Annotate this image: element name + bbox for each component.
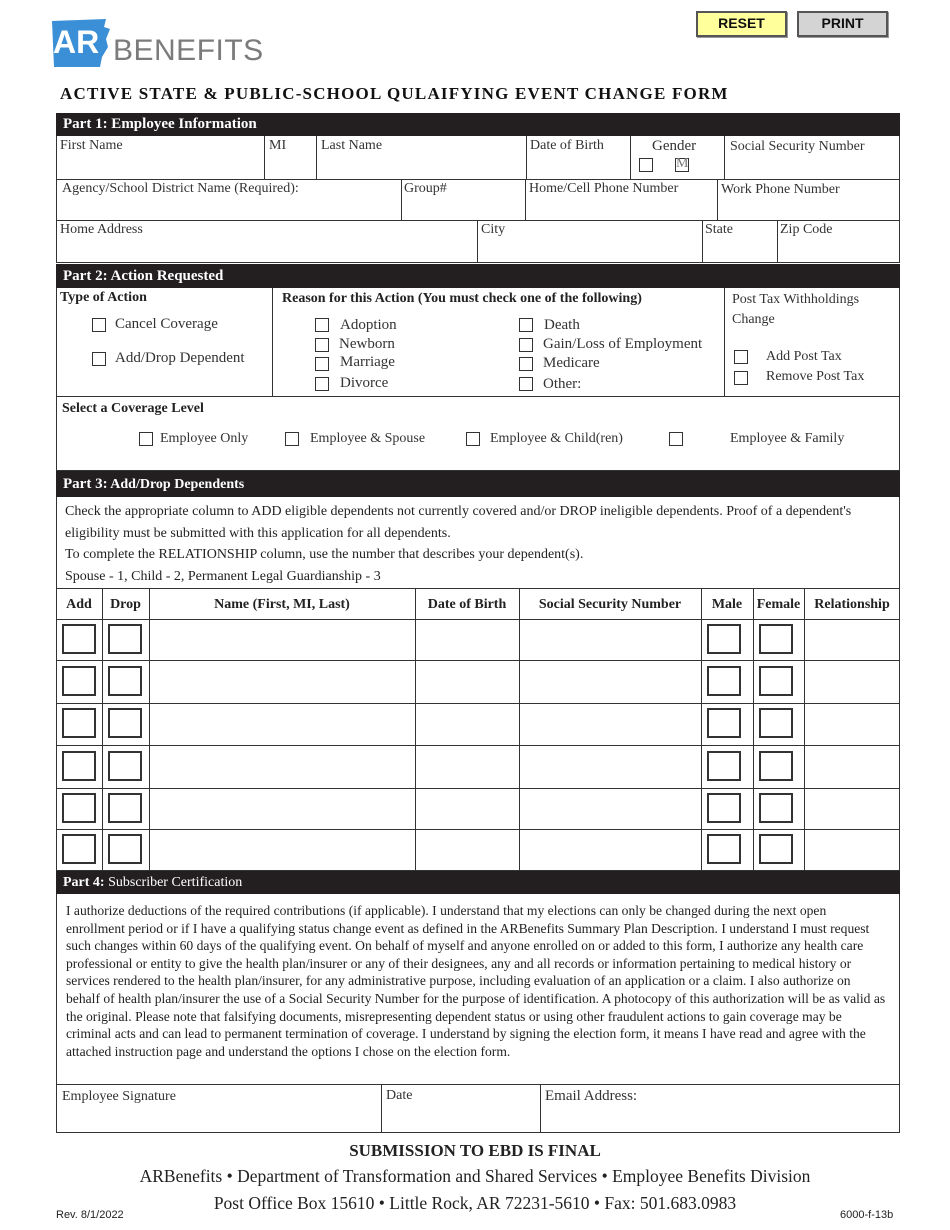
mi-label: MI xyxy=(269,138,287,153)
medicare-checkbox[interactable] xyxy=(519,357,533,371)
dependent-dob-input[interactable] xyxy=(416,704,518,744)
relationship-input[interactable] xyxy=(805,746,899,787)
zip-label: Zip Code xyxy=(780,222,833,237)
reason-title: Reason for this Action (You must check one of the following) xyxy=(282,291,642,306)
drop-checkbox[interactable] xyxy=(108,834,142,864)
relationship-column-header: Relationship xyxy=(814,597,890,612)
divorce-label: Divorce xyxy=(340,375,389,391)
female-checkbox[interactable] xyxy=(759,624,793,654)
group-input[interactable] xyxy=(402,198,524,219)
ssn-label: Social Security Number xyxy=(730,139,865,154)
gender-male-label: M xyxy=(676,156,689,171)
death-checkbox[interactable] xyxy=(519,318,533,332)
work-phone-input[interactable] xyxy=(718,198,899,219)
relationship-input[interactable] xyxy=(805,661,899,702)
gain-loss-employment-label: Gain/Loss of Employment xyxy=(543,336,703,352)
email-input[interactable] xyxy=(541,1106,899,1131)
dependent-name-input[interactable] xyxy=(150,661,414,702)
gain-loss-employment-checkbox[interactable] xyxy=(519,338,533,352)
signature-input[interactable] xyxy=(57,1106,380,1131)
add-drop-dependent-checkbox[interactable] xyxy=(92,352,106,366)
reset-button[interactable]: RESET xyxy=(696,11,787,37)
name-column-header: Name (First, MI, Last) xyxy=(214,597,350,612)
first-name-label: First Name xyxy=(60,138,123,153)
female-checkbox[interactable] xyxy=(759,834,793,864)
add-checkbox[interactable] xyxy=(62,624,96,654)
dependent-dob-input[interactable] xyxy=(416,789,518,828)
dependent-name-input[interactable] xyxy=(150,830,414,869)
part3-header: Part 3: Add/Drop Dependents xyxy=(56,471,900,497)
first-name-input[interactable] xyxy=(57,154,263,178)
female-checkbox[interactable] xyxy=(759,708,793,738)
part2-header: Part 2: Action Requested xyxy=(56,264,900,288)
employee-children-checkbox[interactable] xyxy=(466,432,480,446)
part4-header: Part 4: Subscriber Certification xyxy=(56,871,900,894)
add-checkbox[interactable] xyxy=(62,793,96,823)
type-of-action-title: Type of Action xyxy=(60,290,147,305)
add-checkbox[interactable] xyxy=(62,834,96,864)
group-label: Group# xyxy=(404,181,447,196)
last-name-label: Last Name xyxy=(321,138,383,153)
form-code: 6000-f-13b xyxy=(840,1209,894,1221)
city-input[interactable] xyxy=(478,239,701,261)
relationship-input[interactable] xyxy=(805,789,899,828)
newborn-checkbox[interactable] xyxy=(315,338,329,352)
male-column-header: Male xyxy=(711,597,743,612)
male-checkbox[interactable] xyxy=(707,834,741,864)
dependent-name-input[interactable] xyxy=(150,746,414,787)
agency-input[interactable] xyxy=(57,198,400,219)
last-name-input[interactable] xyxy=(317,154,525,178)
drop-checkbox[interactable] xyxy=(108,751,142,781)
gender-female-checkbox[interactable] xyxy=(639,158,653,172)
dependent-dob-input[interactable] xyxy=(416,661,518,702)
dependent-dob-input[interactable] xyxy=(416,620,518,659)
home-phone-label: Home/Cell Phone Number xyxy=(529,181,679,196)
other-checkbox[interactable] xyxy=(519,377,533,391)
female-column-header: Female xyxy=(756,597,801,612)
zip-input[interactable] xyxy=(778,239,899,261)
drop-checkbox[interactable] xyxy=(108,666,142,696)
logo-text: BENEFITS xyxy=(113,34,264,67)
female-checkbox[interactable] xyxy=(759,793,793,823)
gender-label: Gender xyxy=(652,138,697,154)
date-label: Date xyxy=(386,1088,413,1103)
dependent-ssn-input[interactable] xyxy=(520,746,700,787)
newborn-label: Newborn xyxy=(339,336,395,352)
footer-line-1: ARBenefits • Department of Transformation and Shared Services • Employee Benefits Division xyxy=(139,1166,811,1186)
male-checkbox[interactable] xyxy=(707,708,741,738)
ssn-column-header: Social Security Number xyxy=(538,597,682,612)
male-checkbox[interactable] xyxy=(707,793,741,823)
drop-checkbox[interactable] xyxy=(108,793,142,823)
relationship-input[interactable] xyxy=(805,830,899,869)
employee-spouse-label: Employee & Spouse xyxy=(310,431,426,446)
agency-label: Agency/School District Name (Required): xyxy=(62,181,299,196)
post-tax-title: Post Tax Withholdings Change xyxy=(732,292,860,327)
state-label: State xyxy=(705,222,733,237)
adoption-label: Adoption xyxy=(340,317,397,333)
email-label: Email Address: xyxy=(545,1088,638,1104)
print-button[interactable]: PRINT xyxy=(797,11,888,37)
add-checkbox[interactable] xyxy=(62,751,96,781)
add-post-tax-checkbox[interactable] xyxy=(734,350,748,364)
add-drop-dependent-label: Add/Drop Dependent xyxy=(115,350,245,366)
dependent-dob-input[interactable] xyxy=(416,830,518,869)
adoption-checkbox[interactable] xyxy=(315,318,329,332)
table-column-divider xyxy=(102,589,103,870)
dependent-ssn-input[interactable] xyxy=(520,789,700,828)
dependent-ssn-input[interactable] xyxy=(520,830,700,869)
cancel-coverage-label: Cancel Coverage xyxy=(115,316,218,332)
male-checkbox[interactable] xyxy=(707,751,741,781)
state-input[interactable] xyxy=(703,239,776,261)
part3-instructions-3: Spouse - 1, Child - 2, Permanent Legal Guardianship - 3 xyxy=(65,569,381,584)
employee-family-label: Employee & Family xyxy=(730,431,845,446)
dependent-dob-input[interactable] xyxy=(416,746,518,787)
relationship-input[interactable] xyxy=(805,620,899,659)
dob-label: Date of Birth xyxy=(530,138,604,153)
add-post-tax-label: Add Post Tax xyxy=(766,349,842,364)
marriage-label: Marriage xyxy=(340,354,395,370)
medicare-label: Medicare xyxy=(543,355,600,371)
divorce-checkbox[interactable] xyxy=(315,377,329,391)
remove-post-tax-label: Remove Post Tax xyxy=(766,369,865,384)
dependent-name-input[interactable] xyxy=(150,704,414,744)
drop-column-header: Drop xyxy=(110,597,141,612)
address-label: Home Address xyxy=(60,222,143,237)
footer-line-2: Post Office Box 15610 • Little Rock, AR 72231-5610 • Fax: 501.683.0983 xyxy=(213,1193,737,1213)
add-checkbox[interactable] xyxy=(62,666,96,696)
employee-spouse-checkbox[interactable] xyxy=(285,432,299,446)
dob-column-header: Date of Birth xyxy=(427,597,507,612)
employee-family-checkbox[interactable] xyxy=(669,432,683,446)
home-phone-input[interactable] xyxy=(526,198,716,219)
female-checkbox[interactable] xyxy=(759,751,793,781)
dependent-ssn-input[interactable] xyxy=(520,704,700,744)
employee-only-label: Employee Only xyxy=(160,431,249,446)
cancel-coverage-checkbox[interactable] xyxy=(92,318,106,332)
address-input[interactable] xyxy=(57,239,476,261)
coverage-level-title: Select a Coverage Level xyxy=(62,401,204,416)
dependent-name-input[interactable] xyxy=(150,620,414,659)
dependent-name-input[interactable] xyxy=(150,789,414,828)
table-column-divider xyxy=(701,589,702,870)
work-phone-label: Work Phone Number xyxy=(721,182,840,197)
drop-checkbox[interactable] xyxy=(108,624,142,654)
remove-post-tax-checkbox[interactable] xyxy=(734,371,748,385)
drop-checkbox[interactable] xyxy=(108,708,142,738)
employee-children-label: Employee & Child(ren) xyxy=(490,431,623,446)
revision-date: Rev. 8/1/2022 xyxy=(56,1209,124,1221)
dob-input[interactable] xyxy=(527,154,629,178)
part3-instructions-1: Check the appropriate column to ADD eligible dependents not currently covered and/or DROP ineligible dependents. Proof of a dependent's eligibility must be submitted with this application for all dependents. xyxy=(65,504,852,541)
part3-instructions-2: To complete the RELATIONSHIP column, use the number that describes your dependent(s). xyxy=(65,547,584,562)
death-label: Death xyxy=(544,317,580,333)
part1-header: Part 1: Employee Information xyxy=(56,113,900,136)
male-checkbox[interactable] xyxy=(707,624,741,654)
certification-text: I authorize deductions of the required contributions (if applicable). I understand that my elections can only be changed during the next open enrollment period or if I have a qualifying status change event as defined in the ARBenefits Summary Plan Description. I understand I must request such changes within 60 days of the qualifying event. On behalf of myself and anyone enrolled on or added to this form, I authorize any health care professional or entity to give the health plan/insurer or any of their designees, any and all records or information pertaining to medical history or services rendered to the health plan/insurer, for any administrative purpose, including evaluation of an application or a claim. I also authorize on behalf of health plan/insurer the use of a Social Security Number for the purpose of identification. A photocopy of this authorization will be as valid as the original. Please note that falsifying documents, misrepresenting dependent status or using other fraudulent actions to gain coverage may be criminal acts and can lead to permanent termination of coverage. I understand by signing the election form, it means I have read and agree with the attached instruction page and understand the options I chose on the election form. xyxy=(66,903,886,1059)
city-label: City xyxy=(481,222,506,237)
relationship-input[interactable] xyxy=(805,704,899,744)
dependent-ssn-input[interactable] xyxy=(520,620,700,659)
other-label: Other: xyxy=(543,376,582,392)
marriage-checkbox[interactable] xyxy=(315,357,329,371)
add-checkbox[interactable] xyxy=(62,708,96,738)
form-title: ACTIVE STATE & PUBLIC-SCHOOL QULAIFYING EVENT CHANGE FORM xyxy=(60,84,729,103)
mi-input[interactable] xyxy=(265,154,315,178)
table-column-divider xyxy=(753,589,754,870)
add-column-header: Add xyxy=(66,597,92,612)
svg-text:AR: AR xyxy=(53,24,100,60)
dependent-ssn-input[interactable] xyxy=(520,661,700,702)
date-input[interactable] xyxy=(382,1106,539,1131)
ssn-input[interactable] xyxy=(725,156,899,178)
other-input[interactable] xyxy=(590,374,720,392)
male-checkbox[interactable] xyxy=(707,666,741,696)
signature-label: Employee Signature xyxy=(62,1089,176,1104)
employee-only-checkbox[interactable] xyxy=(139,432,153,446)
female-checkbox[interactable] xyxy=(759,666,793,696)
arkansas-logo-icon xyxy=(50,17,112,69)
submission-final-text: SUBMISSION TO EBD IS FINAL xyxy=(349,1141,601,1160)
